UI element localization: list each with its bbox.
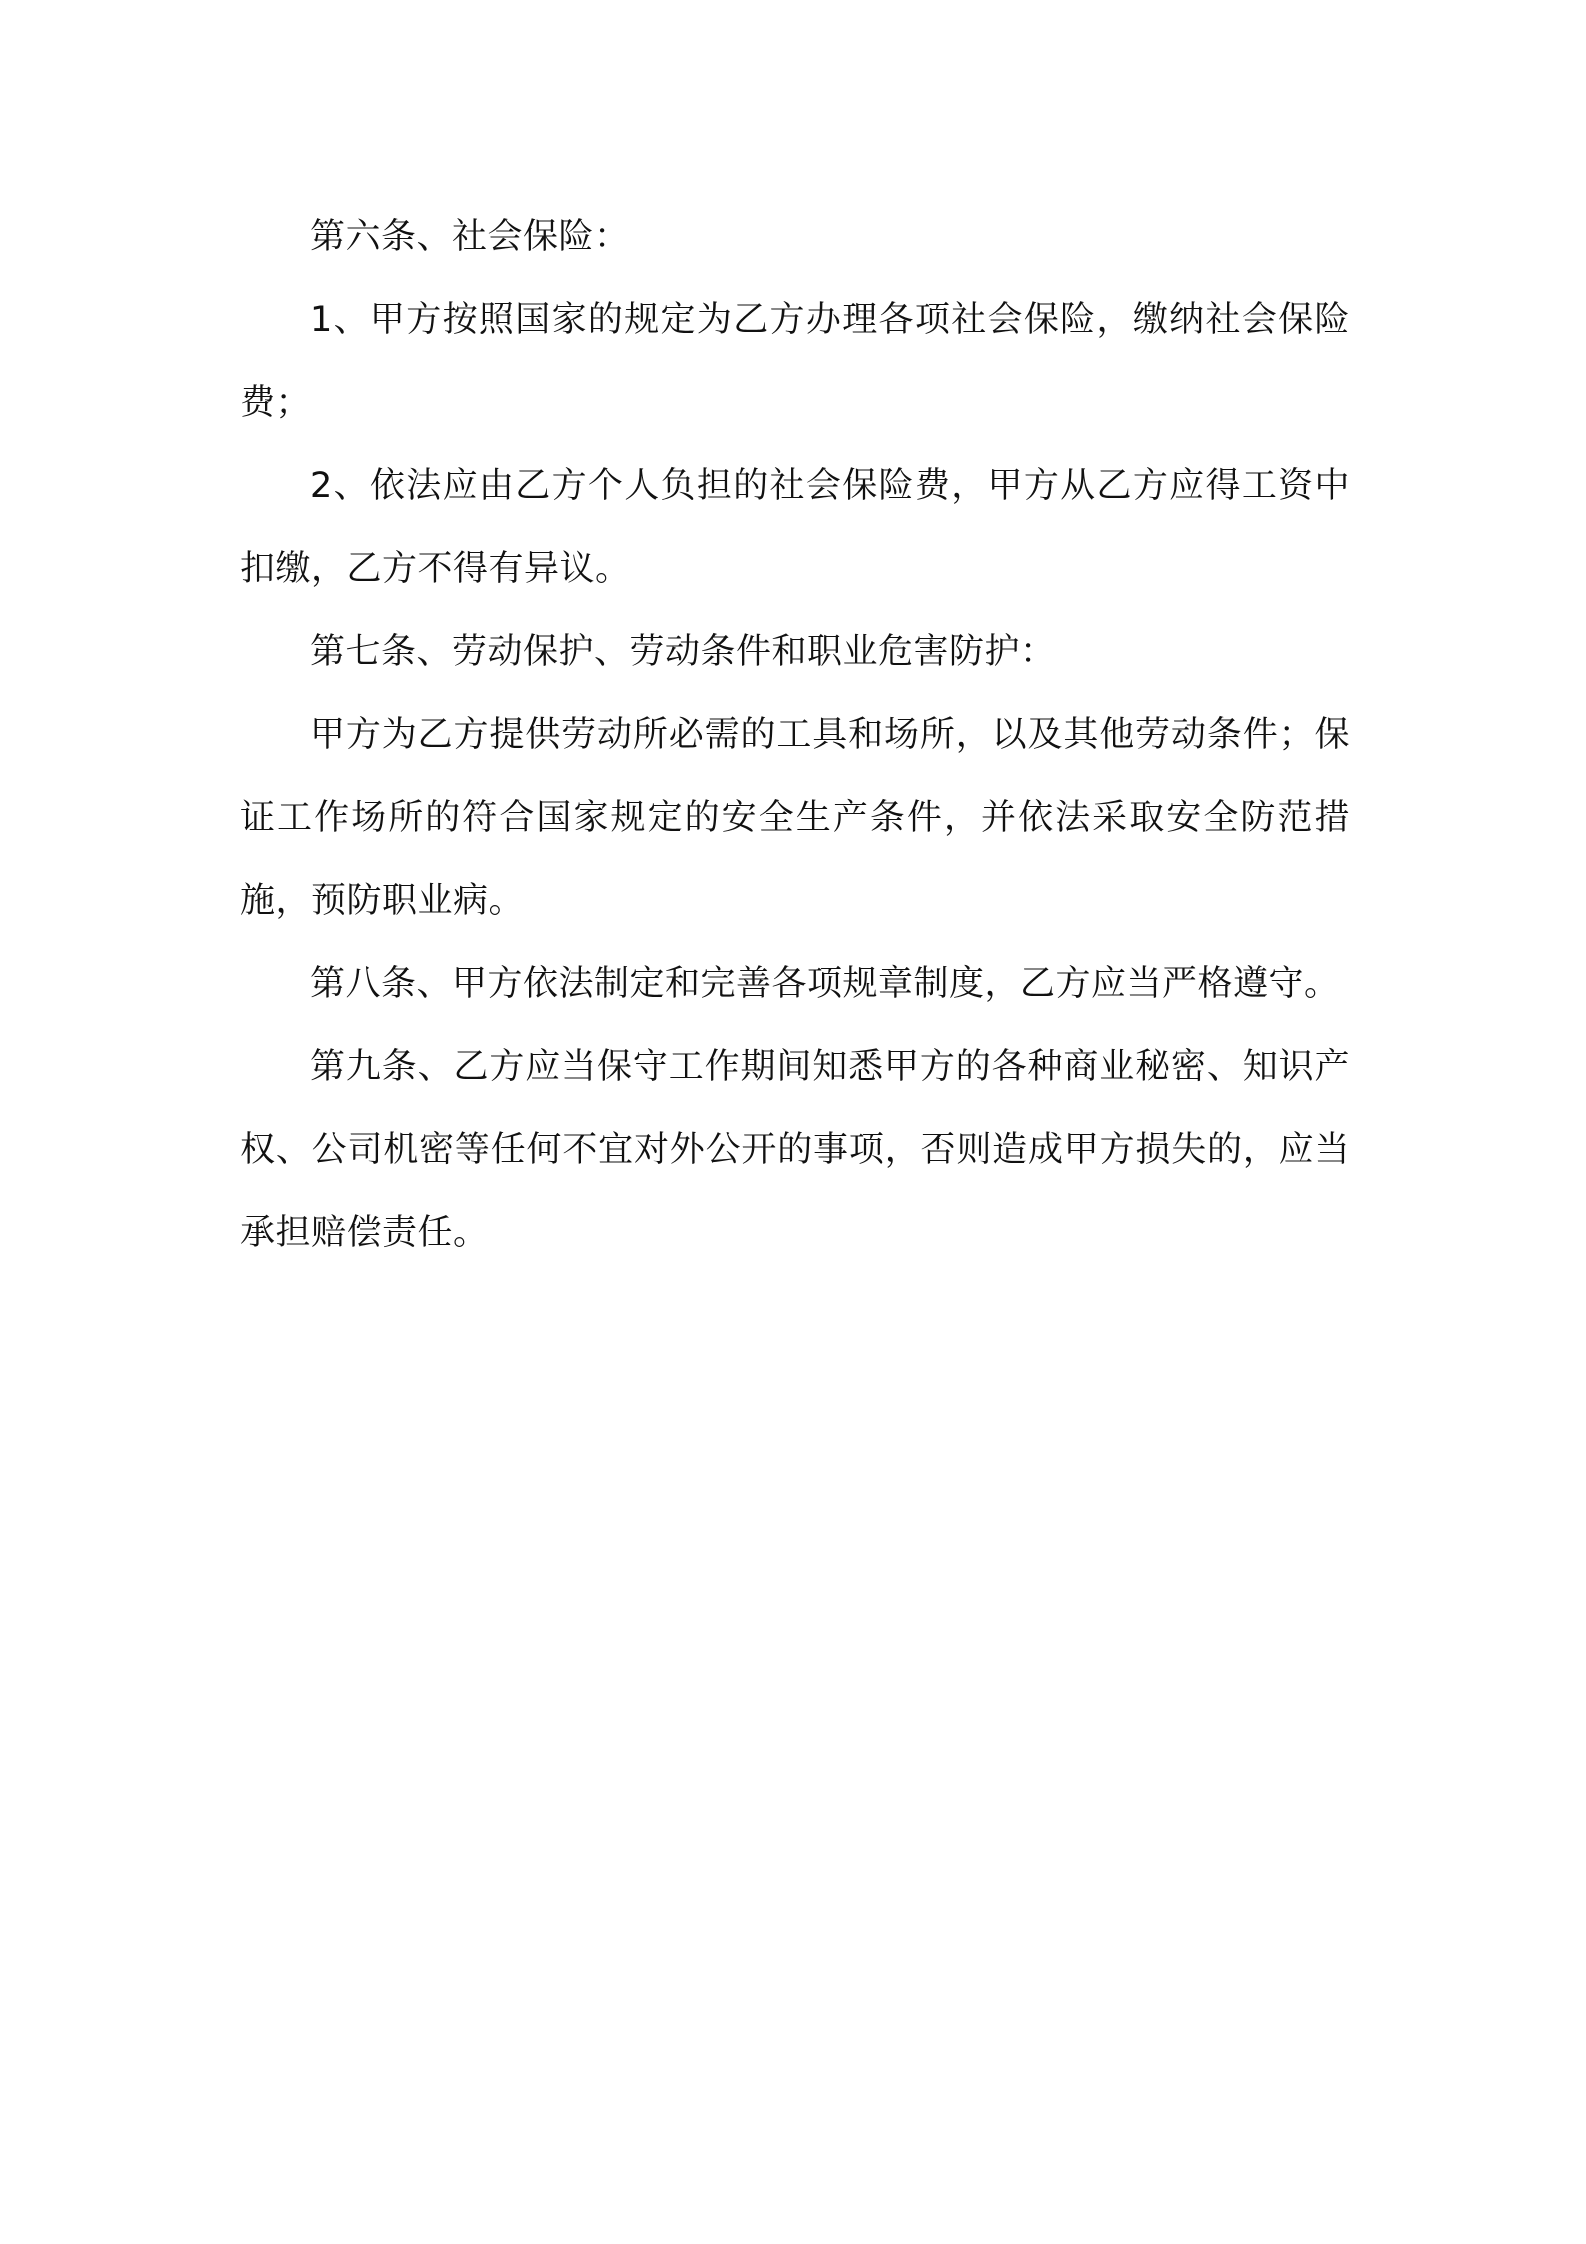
article-9: 第九条、乙方应当保守工作期间知悉甲方的各种商业秘密、知识产权、公司机密等任何不宜对外公开的事项，否则造成甲方损失的，应当承担赔偿责任。 (240, 1047, 1350, 1253)
article-8: 第八条、甲方依法制定和完善各项规章制度，乙方应当严格遵守。 (310, 964, 1340, 1004)
document-body (240, 196, 1350, 1275)
article-6-heading: 第六条、社会保险： (310, 217, 630, 257)
article-6-clause-2: 2、依法应由乙方个人负担的社会保险费，甲方从乙方应得工资中扣缴，乙方不得有异议。 (240, 466, 1350, 589)
article-7-body: 甲方为乙方提供劳动所必需的工具和场所，以及其他劳动条件；保证工作场所的符合国家规定的安全生产条件，并依法采取安全防范措施，预防职业病。 (240, 715, 1350, 921)
article-6-clause-1: 1、甲方按照国家的规定为乙方办理各项社会保险，缴纳社会保险费； (240, 300, 1350, 423)
article-7-heading: 第七条、劳动保护、劳动条件和职业危害防护： (310, 632, 1056, 672)
